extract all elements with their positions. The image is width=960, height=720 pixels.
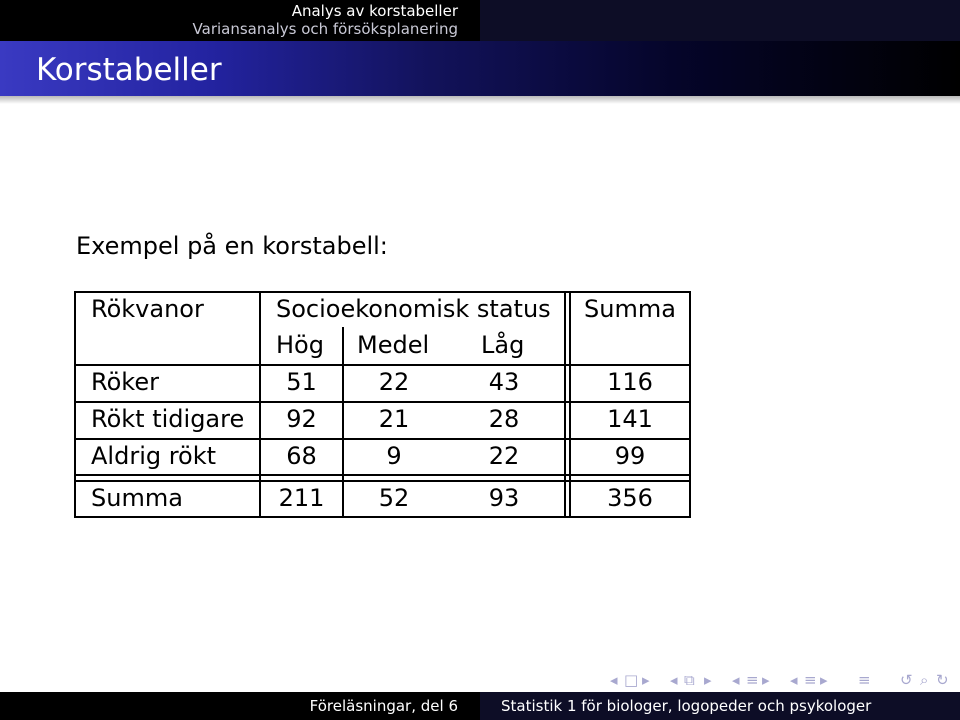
table-cell: 51: [286, 368, 317, 396]
footer-left-text: Föreläsningar, del 6: [309, 697, 458, 715]
nav-section-icon[interactable]: ≡: [746, 671, 759, 689]
footer-right-panel: [480, 692, 960, 720]
table-rule: [74, 291, 76, 518]
row-label: Rökt tidigare: [91, 405, 245, 433]
row-label: Röker: [91, 368, 159, 396]
total-label: Summa: [91, 484, 183, 512]
nav-next-subsection-icon[interactable]: ▸: [704, 671, 712, 689]
column-header: Medel: [357, 331, 430, 359]
table-rule: [689, 291, 691, 518]
frame-title: Korstabeller: [36, 52, 222, 88]
nav-prev-slide-icon[interactable]: ▸: [642, 671, 650, 689]
nav-next-doc-icon[interactable]: ▸: [820, 671, 828, 689]
nav-next-frame-icon[interactable]: □: [624, 671, 639, 689]
crosstab-table: [74, 291, 691, 519]
table-cell: 9: [386, 442, 402, 470]
sum-header: Summa: [584, 295, 676, 323]
column-header: Låg: [481, 331, 525, 359]
table-cell: 43: [488, 368, 520, 396]
total-cell: 211: [278, 484, 325, 512]
nav-prev-frame-icon[interactable]: ◂: [610, 671, 618, 689]
nav-search-icon[interactable]: ⌕: [920, 671, 929, 689]
header-bar: [0, 0, 960, 41]
subsection-title[interactable]: Variansanalys och försöksplanering: [192, 20, 458, 38]
table-rule: [564, 291, 566, 518]
column-header: Hög: [276, 331, 324, 359]
header-right-panel: [480, 0, 960, 41]
nav-forward-icon[interactable]: ↻: [936, 671, 949, 689]
navigation-symbols: [610, 670, 955, 690]
row-sum: 141: [607, 405, 653, 433]
nav-subsection-icon[interactable]: ≡: [804, 671, 817, 689]
table-cell: 68: [286, 442, 317, 470]
grand-total: 356: [607, 484, 653, 512]
nav-prev-subsection-icon[interactable]: ◂: [670, 671, 678, 689]
row-sum: 116: [607, 368, 653, 396]
nav-prev-section-icon[interactable]: ◂: [732, 671, 740, 689]
total-cell: 93: [488, 484, 520, 512]
table-cell: 22: [378, 368, 410, 396]
title-shadow: [0, 96, 960, 104]
group-header: Socioekonomisk status: [276, 295, 551, 323]
total-cell: 52: [378, 484, 410, 512]
header-left-panel: [0, 0, 480, 41]
nav-back-icon[interactable]: ↺: [900, 671, 913, 689]
table-rule: [74, 516, 691, 518]
footer-right-text: Statistik 1 för biologer, logopeder och psykologer: [501, 697, 872, 715]
table-cell: 28: [488, 405, 520, 433]
table-cell: 92: [286, 405, 317, 433]
intro-text: Exempel på en korstabell:: [76, 232, 388, 260]
footer-left-panel: [0, 692, 480, 720]
footer-bar: [0, 692, 960, 720]
row-label: Aldrig rökt: [91, 442, 217, 470]
nav-align-icon[interactable]: ≡: [858, 671, 871, 689]
table-rule: [74, 474, 691, 476]
row-sum: 99: [614, 442, 646, 470]
table-cell: 21: [378, 405, 410, 433]
section-title[interactable]: Analys av korstabeller: [291, 2, 458, 20]
corner-header: Rökvanor: [91, 295, 204, 323]
nav-prev-doc-icon[interactable]: ◂: [790, 671, 798, 689]
table-cell: 22: [488, 442, 520, 470]
nav-frames-icon[interactable]: ⧉: [684, 671, 695, 689]
nav-next-section-icon[interactable]: ▸: [762, 671, 770, 689]
